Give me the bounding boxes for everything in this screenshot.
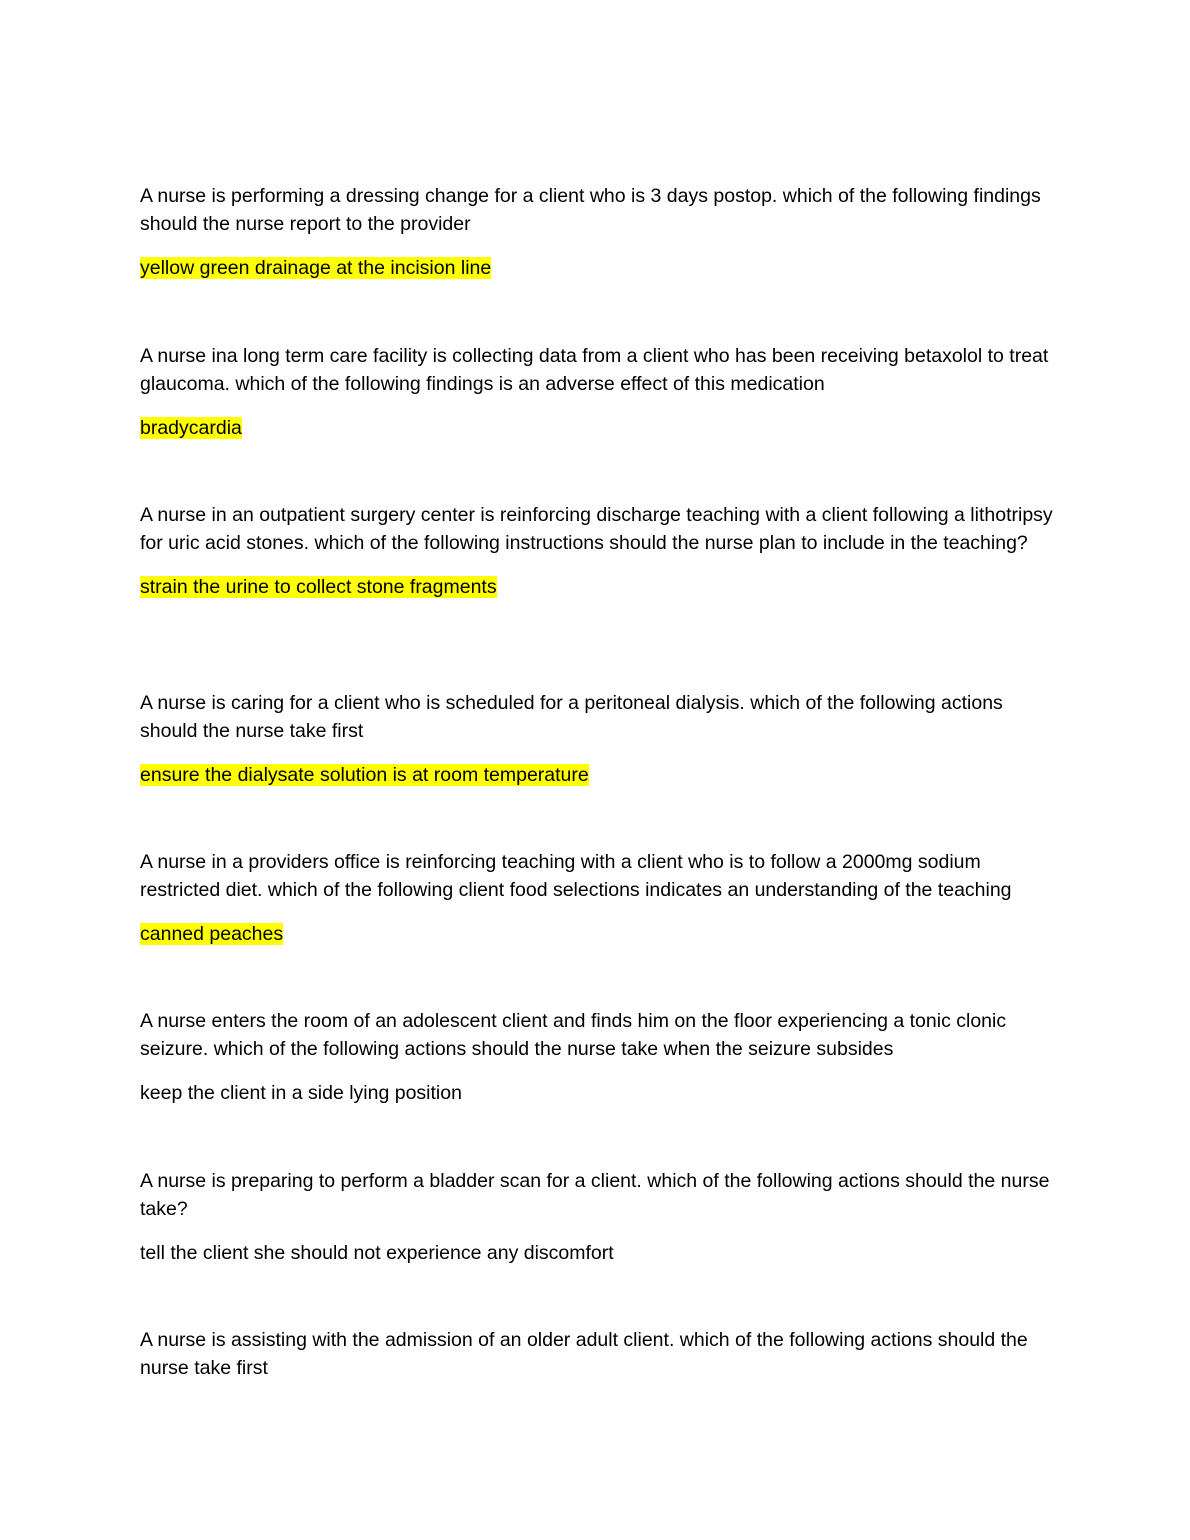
qa-item-1 <box>140 182 1060 282</box>
qa-item-8 <box>140 1326 1060 1382</box>
answer-highlight: bradycardia <box>140 417 242 439</box>
answer-highlight: strain the urine to collect stone fragments <box>140 576 497 598</box>
qa-item-2 <box>140 342 1060 442</box>
question-text: A nurse is performing a dressing change for a client who is 3 days postop. which of the following findings should the nurse report to the provider <box>140 185 1041 235</box>
answer-text: keep the client in a side lying position <box>140 1082 462 1104</box>
question-text: A nurse is assisting with the admission of an older adult client. which of the following actions should the nurse take first <box>140 1329 1028 1379</box>
qa-item-7 <box>140 1167 1060 1267</box>
answer-highlight: canned peaches <box>140 923 284 945</box>
question-text: A nurse enters the room of an adolescent client and finds him on the floor experiencing a tonic clonic seizure. which of the following actions should the nurse take when the seizure subsides <box>140 1010 1007 1060</box>
answer-text <box>140 920 1060 948</box>
question-text: A nurse in an outpatient surgery center is reinforcing discharge teaching with a client following a lithotripsy for uric acid stones. which of the following instructions should the nurse plan to include in the teaching? <box>140 504 1053 554</box>
question-text: A nurse is preparing to perform a bladder scan for a client. which of the following actions should the nurse take? <box>140 1170 1050 1220</box>
answer-highlight: ensure the dialysate solution is at room temperature <box>140 764 589 786</box>
qa-item-5 <box>140 848 1060 948</box>
answer-text <box>140 761 1060 789</box>
question-text: A nurse is caring for a client who is scheduled for a peritoneal dialysis. which of the following actions should the nurse take first <box>140 692 1003 742</box>
question-text: A nurse in a providers office is reinforcing teaching with a client who is to follow a 2000mg sodium restricted diet. which of the following client food selections indicates an understanding of the teaching <box>140 851 1012 901</box>
qa-item-6 <box>140 1007 1060 1107</box>
answer-text <box>140 254 1060 282</box>
answer-text <box>140 414 1060 442</box>
qa-item-4 <box>140 689 1060 789</box>
question-text: A nurse ina long term care facility is collecting data from a client who has been receiving betaxolol to treat glaucoma. which of the following findings is an adverse effect of this medication <box>140 345 1049 395</box>
answer-highlight: yellow green drainage at the incision line <box>140 257 492 279</box>
answer-text: tell the client she should not experience any discomfort <box>140 1242 614 1264</box>
qa-item-3 <box>140 501 1060 601</box>
answer-text <box>140 573 1060 601</box>
